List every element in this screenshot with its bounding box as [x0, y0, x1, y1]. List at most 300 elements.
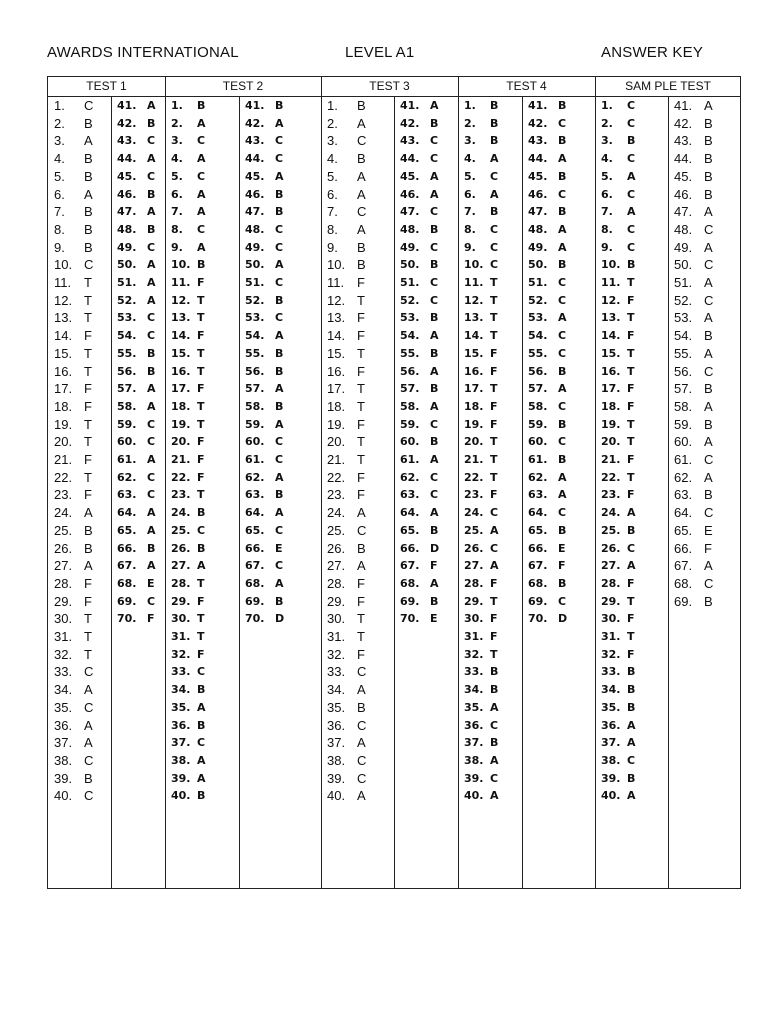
answer-letter: F [490, 417, 498, 431]
answer-item: 17. F [601, 382, 635, 396]
answer-letter: T [197, 311, 205, 325]
answer-letter: B [275, 594, 284, 608]
answer-item: 56. B [117, 364, 156, 378]
answer-letter: C [490, 169, 499, 183]
answer-item: 36. A [601, 718, 636, 732]
answer-item: 20. T [54, 434, 92, 450]
answer-item: 57. A [117, 382, 156, 396]
answer-letter: T [490, 293, 498, 307]
answer-letter: A [558, 488, 567, 502]
answer-item: 14. F [601, 329, 635, 343]
answer-letter: T [197, 630, 205, 643]
answer-letter: B [197, 258, 206, 272]
answer-letter: B [147, 364, 156, 378]
answer-item: 66. E [245, 541, 283, 555]
answer-item: 24. A [601, 506, 636, 520]
answer-item: 48. B [117, 222, 156, 236]
answer-letter: C [627, 541, 636, 555]
answer-letter: T [84, 292, 92, 308]
answer-letter: B [704, 487, 713, 503]
answer-item: 67. F [400, 559, 438, 573]
answer-letter: D [275, 612, 285, 626]
answer-item: 46. B [117, 187, 156, 201]
answer-item: 55. C [528, 346, 567, 360]
answer-item: 3. B [601, 134, 636, 148]
answer-letter: C [627, 152, 636, 166]
answer-letter: C [490, 240, 499, 254]
answer-item: 40. A [601, 789, 636, 803]
answer-letter: T [84, 363, 92, 379]
answer-item: 16. T [601, 364, 635, 378]
answer-letter: B [627, 665, 636, 679]
answer-item: 13. T [464, 311, 498, 325]
answer-item: 2. B [464, 116, 499, 130]
answer-item: 46. A [400, 187, 439, 201]
answer-letter: A [197, 205, 206, 219]
answer-item: 44. C [245, 152, 284, 166]
answer-item: 61. A [400, 453, 439, 466]
answer-item: 45. A [245, 169, 284, 183]
answer-letter: F [490, 399, 498, 413]
answer-item: 6. A [327, 186, 366, 202]
answer-item: 62. A [245, 470, 284, 484]
answer-letter: A [197, 753, 206, 767]
answer-letter: A [147, 506, 156, 520]
answer-item: 23. F [54, 487, 92, 503]
answer-letter: F [490, 576, 498, 590]
answer-letter: C [197, 222, 206, 236]
answer-letter: A [147, 382, 156, 396]
answer-letter: B [430, 346, 439, 360]
answer-item: 21. F [601, 453, 635, 466]
answer-letter: A [490, 753, 499, 767]
answer-letter: A [627, 205, 636, 219]
answer-letter: B [627, 258, 636, 272]
answer-letter: T [490, 382, 498, 396]
answer-letter: A [84, 735, 93, 751]
answer-item: 20. F [171, 435, 205, 449]
answer-item: 25. A [464, 523, 499, 537]
answer-item: 25. B [601, 523, 636, 537]
answer-letter: T [357, 452, 365, 467]
answer-letter: A [558, 240, 567, 254]
answer-item: 4. C [601, 152, 636, 166]
answer-item: 5. B [54, 168, 93, 184]
answer-letter: C [558, 346, 567, 360]
answer-item: 41. A [400, 99, 439, 112]
answer-item: 22. T [464, 470, 498, 484]
answer-letter: A [430, 399, 439, 413]
answer-item: 8. C [464, 222, 499, 236]
answer-item: 18. T [171, 399, 205, 413]
answer-letter: B [197, 506, 206, 520]
answer-letter: C [627, 753, 636, 767]
answer-letter: A [704, 434, 713, 450]
answer-letter: T [627, 417, 635, 431]
answer-letter: F [430, 559, 438, 573]
answer-letter: A [357, 788, 366, 804]
answer-letter: A [357, 682, 366, 698]
answer-letter: F [357, 487, 365, 503]
answer-letter: T [490, 647, 498, 661]
answer-letter: C [627, 116, 636, 130]
answer-letter: F [627, 293, 635, 307]
answer-letter: C [704, 505, 714, 521]
answer-letter: B [490, 116, 499, 130]
answer-item: 11. F [171, 276, 205, 289]
answer-item: 49. C [400, 240, 439, 254]
answer-letter: T [84, 275, 92, 290]
answer-item: 40. A [464, 789, 499, 803]
answer-item: 24. C [464, 506, 499, 520]
answer-item: 32. F [327, 646, 365, 662]
answer-item: 54. A [400, 329, 439, 343]
answer-item: 44. C [400, 152, 439, 166]
answer-letter: T [357, 434, 365, 450]
answer-letter: C [704, 292, 714, 308]
answer-letter: B [704, 416, 713, 432]
answer-letter: T [84, 345, 92, 361]
answer-letter: F [84, 487, 92, 503]
answer-item: 42. B [674, 115, 713, 131]
answer-item: 41. B [528, 99, 567, 112]
answer-item: 43. C [400, 134, 439, 148]
answer-letter: B [147, 222, 156, 236]
answer-item: 1. C [54, 98, 94, 113]
answer-item: 40. A [327, 788, 366, 804]
answer-item: 57. A [528, 382, 567, 396]
answer-letter: B [430, 435, 439, 449]
answer-item: 8. A [327, 221, 366, 237]
answer-item: 37. A [54, 735, 93, 751]
answer-letter: T [197, 293, 205, 307]
answer-item: 65. A [117, 523, 156, 537]
answer-letter: C [197, 523, 206, 537]
answer-letter: C [704, 221, 714, 237]
answer-letter: T [627, 364, 635, 378]
answer-item: 48. C [245, 222, 284, 236]
answer-item: 20. T [601, 435, 635, 449]
answer-letter: C [147, 169, 156, 183]
answer-item: 68. A [400, 576, 439, 590]
answer-item: 27. A [464, 559, 499, 573]
answer-item: 37. A [601, 736, 636, 750]
answer-item: 70. D [528, 612, 568, 626]
answer-letter: C [558, 329, 567, 343]
answer-item: 39. C [464, 771, 499, 785]
answer-letter: C [558, 399, 567, 413]
answer-item: 46. C [528, 187, 567, 201]
answer-letter: F [357, 275, 365, 290]
answer-item: 34. A [327, 682, 366, 698]
answer-letter: C [275, 222, 284, 236]
answer-item: 19. F [464, 417, 498, 431]
answer-letter: C [558, 293, 567, 307]
answer-item: 60. C [117, 435, 156, 449]
subcolumn-divider [394, 96, 395, 888]
answer-item: 69. C [528, 594, 567, 608]
answer-item: 50. A [117, 258, 156, 272]
answer-letter: A [197, 152, 206, 166]
answer-letter: F [357, 469, 365, 485]
answer-item: 66. F [674, 540, 712, 556]
answer-item: 47. A [674, 204, 713, 220]
answer-item: 61. B [528, 453, 567, 466]
answer-item: 62. C [400, 470, 439, 484]
answer-item: 33. C [327, 664, 367, 680]
answer-item: 62. C [117, 470, 156, 484]
answer-item: 10. C [464, 258, 499, 272]
answer-letter: C [627, 240, 636, 254]
answer-item: 11. T [601, 276, 635, 289]
answer-item: 53. C [245, 311, 284, 325]
answer-item: 17. F [171, 382, 205, 396]
answer-item: 55. B [400, 346, 439, 360]
answer-letter: B [84, 770, 93, 786]
answer-letter: F [357, 363, 365, 379]
answer-item: 64. A [117, 506, 156, 520]
test-heading: TEST 4 [506, 79, 547, 93]
answer-item: 10. B [171, 258, 206, 272]
answer-item: 3. B [464, 134, 499, 148]
answer-letter: T [84, 310, 92, 326]
answer-item: 20. T [464, 435, 498, 449]
answer-letter: C [84, 257, 94, 273]
answer-letter: A [275, 470, 284, 484]
answer-letter: T [84, 611, 92, 627]
answer-letter: A [430, 329, 439, 343]
answer-letter: A [357, 558, 366, 574]
answer-letter: F [627, 576, 635, 590]
answer-item: 34. A [54, 682, 93, 698]
answer-letter: C [357, 522, 367, 538]
answer-letter: A [147, 152, 156, 166]
answer-letter: F [627, 399, 635, 413]
answer-letter: A [84, 133, 93, 149]
answer-item: 34. B [601, 683, 636, 697]
answer-item: 36. C [327, 717, 367, 733]
answer-item: 32. T [464, 647, 498, 661]
answer-letter: B [558, 417, 567, 431]
answer-letter: A [357, 505, 366, 521]
answer-item: 43. C [245, 134, 284, 148]
answer-letter: A [430, 576, 439, 590]
answer-letter: F [84, 398, 92, 414]
answer-letter: B [558, 576, 567, 590]
answer-letter: T [627, 470, 635, 484]
answer-item: 15. T [54, 345, 92, 361]
answer-letter: A [627, 736, 636, 750]
answer-letter: T [490, 311, 498, 325]
answer-item: 68. B [528, 576, 567, 590]
answer-letter: T [490, 594, 498, 608]
answer-letter: B [558, 453, 567, 466]
answer-letter: B [197, 718, 206, 732]
answer-letter: B [84, 168, 93, 184]
answer-item: 21. F [171, 453, 205, 466]
answer-letter: B [430, 222, 439, 236]
answer-item: 6. A [171, 187, 206, 201]
answer-letter: T [357, 629, 365, 644]
answer-letter: A [275, 116, 284, 130]
answer-letter: F [490, 346, 498, 360]
answer-letter: C [84, 788, 94, 804]
answer-letter: A [357, 221, 366, 237]
answer-item: 67. C [245, 559, 284, 573]
answer-item: 70. F [117, 612, 155, 626]
answer-letter: F [84, 593, 92, 609]
answer-item: 9. B [327, 239, 366, 255]
answer-letter: T [357, 345, 365, 361]
answer-item: 11. F [327, 275, 365, 290]
answer-item: 70. E [400, 612, 438, 626]
answer-letter: A [704, 275, 713, 290]
answer-letter: C [704, 363, 714, 379]
answer-item: 49. A [528, 240, 567, 254]
answer-letter: T [357, 381, 365, 397]
answer-item: 46. B [245, 187, 284, 201]
answer-item: 26. B [54, 540, 93, 556]
answer-item: 4. A [464, 152, 499, 166]
answer-item: 2. A [327, 115, 366, 131]
answer-letter: F [627, 329, 635, 343]
answer-letter: C [627, 99, 636, 112]
answer-letter: C [84, 664, 94, 680]
answer-item: 30. T [171, 612, 205, 626]
answer-item: 29. F [54, 593, 92, 609]
answer-letter: B [275, 346, 284, 360]
answer-item: 31. F [464, 630, 498, 643]
answer-item: 64. C [528, 506, 567, 520]
answer-item: 7. B [54, 204, 93, 220]
answer-letter: C [147, 435, 156, 449]
answer-item: 14. F [327, 328, 365, 344]
answer-letter: T [627, 435, 635, 449]
answer-letter: T [627, 276, 635, 289]
answer-item: 36. A [54, 717, 93, 733]
answer-item: 49. A [674, 239, 713, 255]
answer-letter: A [84, 558, 93, 574]
column-divider [595, 77, 596, 888]
answer-item: 35. A [464, 700, 499, 714]
answer-letter: B [704, 151, 713, 167]
answer-letter: C [275, 559, 284, 573]
answer-letter: T [627, 311, 635, 325]
answer-item: 18. F [464, 399, 498, 413]
answer-item: 41. A [117, 99, 156, 112]
answer-item: 66. D [400, 541, 440, 555]
answer-item: 47. B [528, 205, 567, 219]
answer-letter: B [84, 540, 93, 556]
answer-letter: A [627, 789, 636, 803]
answer-letter: C [357, 664, 367, 680]
answer-letter: T [84, 646, 92, 662]
answer-letter: A [430, 187, 439, 201]
answer-letter: C [147, 329, 156, 343]
answer-item: 4. B [327, 151, 366, 167]
answer-letter: A [84, 505, 93, 521]
answer-item: 12. T [171, 293, 205, 307]
answer-item: 29. F [327, 593, 365, 609]
answer-item: 25. C [327, 522, 367, 538]
answer-item: 51. C [245, 276, 284, 289]
answer-item: 64. A [245, 506, 284, 520]
answer-item: 22. F [327, 469, 365, 485]
answer-item: 50. A [245, 258, 284, 272]
answer-letter: C [430, 205, 439, 219]
answer-letter: C [490, 222, 499, 236]
answer-item: 45. C [117, 169, 156, 183]
answer-letter: B [275, 488, 284, 502]
answer-letter: T [357, 398, 365, 414]
answer-item: 42. B [400, 116, 439, 130]
answer-item: 52. A [117, 293, 156, 307]
answer-item: 22. T [54, 469, 92, 485]
header-level: LEVEL A1 [345, 44, 415, 61]
answer-item: 55. B [245, 346, 284, 360]
answer-item: 63. A [528, 488, 567, 502]
answer-letter: B [558, 258, 567, 272]
answer-item: 59. B [528, 417, 567, 431]
answer-item: 41. A [674, 98, 713, 113]
answer-item: 51. A [674, 275, 713, 290]
answer-item: 58. C [528, 399, 567, 413]
answer-item: 32. F [601, 647, 635, 661]
answer-letter: B [275, 293, 284, 307]
answer-item: 4. B [54, 151, 93, 167]
answer-letter: C [627, 222, 636, 236]
answer-item: 42. A [245, 116, 284, 130]
answer-letter: A [430, 99, 439, 112]
answer-letter: B [357, 699, 366, 715]
answer-item: 60. B [400, 435, 439, 449]
answer-letter: E [558, 541, 566, 555]
answer-letter: A [147, 559, 156, 573]
answer-item: 16. T [54, 363, 92, 379]
answer-letter: A [147, 258, 156, 272]
answer-letter: F [197, 647, 205, 661]
answer-item: 26. B [171, 541, 206, 555]
answer-letter: F [84, 381, 92, 397]
answer-item: 52. C [400, 293, 439, 307]
answer-item: 43. B [528, 134, 567, 148]
answer-item: 31. T [171, 630, 205, 643]
answer-letter: A [704, 558, 713, 574]
answer-item: 1. B [327, 98, 366, 113]
answer-item: 43. B [674, 133, 713, 149]
answer-item: 56. B [245, 364, 284, 378]
answer-letter: A [275, 506, 284, 520]
answer-item: 38. C [601, 753, 636, 767]
answer-letter: C [197, 169, 206, 183]
answer-letter: A [197, 187, 206, 201]
answer-letter: A [147, 453, 156, 466]
answer-item: 29. T [464, 594, 498, 608]
answer-item: 33. B [464, 665, 499, 679]
answer-letter: A [147, 399, 156, 413]
answer-letter: B [147, 116, 156, 130]
column-divider [165, 77, 166, 888]
answer-item: 14. T [464, 329, 498, 343]
answer-letter: F [357, 310, 365, 326]
answer-letter: A [627, 169, 636, 183]
answer-letter: F [147, 612, 155, 626]
answer-letter: C [84, 752, 94, 768]
answer-item: 28. F [601, 576, 635, 590]
answer-letter: C [627, 187, 636, 201]
answer-item: 15. T [601, 346, 635, 360]
answer-item: 10. B [327, 257, 366, 273]
